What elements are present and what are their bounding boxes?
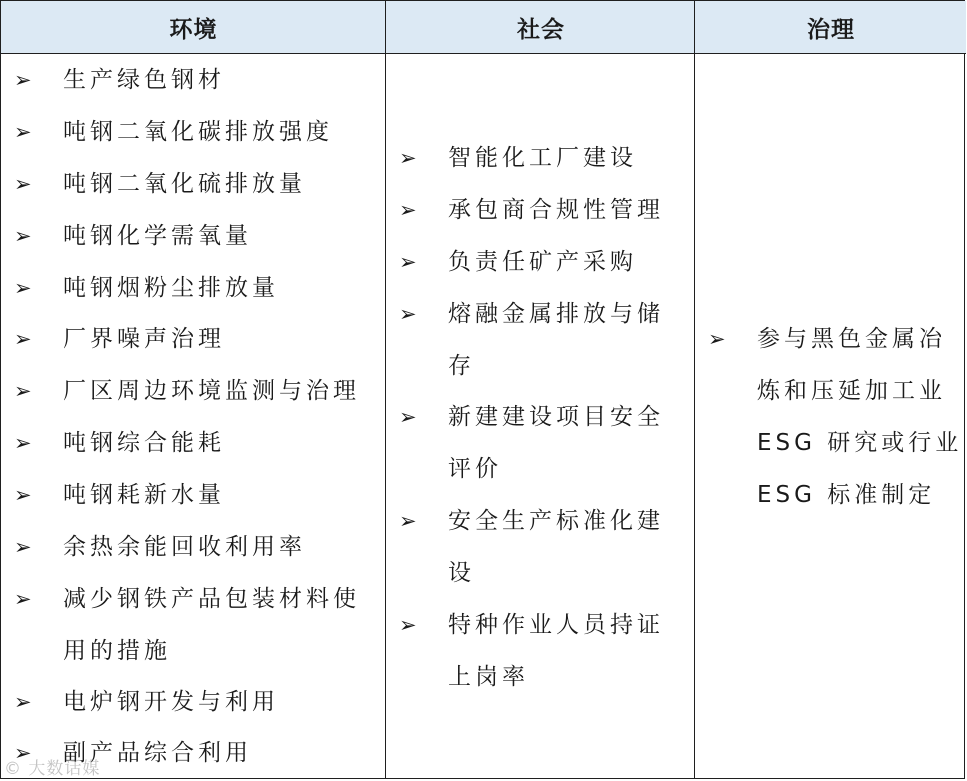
environment-item: 副产品综合利用 bbox=[63, 740, 252, 766]
social-item-continued: 存 bbox=[448, 353, 475, 379]
environment-item: 电炉钢开发与利用 bbox=[63, 689, 279, 715]
bullet-arrow-icon: ➢ bbox=[14, 587, 32, 611]
column-divider bbox=[694, 0, 695, 779]
bullet-arrow-icon: ➢ bbox=[14, 690, 32, 714]
bullet-arrow-icon: ➢ bbox=[399, 146, 417, 170]
bullet-arrow-icon: ➢ bbox=[14, 120, 32, 144]
environment-item: 厂界噪声治理 bbox=[63, 326, 225, 352]
bullet-arrow-icon: ➢ bbox=[399, 250, 417, 274]
social-item: 承包商合规性管理 bbox=[448, 197, 664, 223]
watermark: © 大数话媒 bbox=[4, 759, 101, 779]
environment-item: 吨钢化学需氧量 bbox=[63, 223, 252, 249]
governance-item-continued: ESG 研究或行业 bbox=[757, 430, 963, 456]
social-item: 特种作业人员持证 bbox=[448, 612, 664, 638]
bullet-arrow-icon: ➢ bbox=[399, 509, 417, 533]
social-item: 负责任矿产采购 bbox=[448, 249, 637, 275]
bullet-arrow-icon: ➢ bbox=[14, 431, 32, 455]
bullet-arrow-icon: ➢ bbox=[399, 198, 417, 222]
header-governance: 治理 bbox=[807, 16, 855, 43]
social-item: 智能化工厂建设 bbox=[448, 145, 637, 171]
environment-item: 吨钢烟粉尘排放量 bbox=[63, 275, 279, 301]
bullet-arrow-icon: ➢ bbox=[14, 276, 32, 300]
governance-item: 参与黑色金属冶 bbox=[757, 326, 946, 352]
bullet-arrow-icon: ➢ bbox=[14, 224, 32, 248]
environment-item: 吨钢综合能耗 bbox=[63, 430, 225, 456]
environment-item: 厂区周边环境监测与治理 bbox=[63, 378, 360, 404]
header-social: 社会 bbox=[517, 16, 565, 43]
header-environment: 环境 bbox=[169, 16, 218, 43]
environment-item: 减少钢铁产品包装材料使 bbox=[63, 586, 360, 612]
table-header-row bbox=[1, 1, 966, 54]
environment-item: 生产绿色钢材 bbox=[63, 67, 225, 93]
environment-item: 吨钢二氧化碳排放强度 bbox=[63, 119, 333, 145]
environment-item: 吨钢二氧化硫排放量 bbox=[63, 171, 306, 197]
column-divider bbox=[385, 0, 386, 779]
bullet-arrow-icon: ➢ bbox=[14, 68, 32, 92]
social-item: 熔融金属排放与储 bbox=[448, 301, 664, 327]
environment-item: 余热余能回收利用率 bbox=[63, 534, 306, 560]
bullet-arrow-icon: ➢ bbox=[14, 379, 32, 403]
bullet-arrow-icon: ➢ bbox=[399, 613, 417, 637]
governance-item-continued: ESG 标准制定 bbox=[757, 482, 936, 508]
social-item-continued: 设 bbox=[448, 560, 475, 586]
social-item-continued: 评价 bbox=[448, 456, 502, 482]
bullet-arrow-icon: ➢ bbox=[14, 483, 32, 507]
environment-item: 吨钢耗新水量 bbox=[63, 482, 225, 508]
environment-item-continued: 用的措施 bbox=[63, 638, 171, 664]
social-item: 新建建设项目安全 bbox=[448, 404, 664, 430]
bullet-arrow-icon: ➢ bbox=[399, 405, 417, 429]
bullet-arrow-icon: ➢ bbox=[14, 172, 32, 196]
bullet-arrow-icon: ➢ bbox=[14, 741, 32, 765]
governance-item-continued: 炼和压延加工业 bbox=[757, 378, 946, 404]
bullet-arrow-icon: ➢ bbox=[708, 327, 726, 351]
social-item-continued: 上岗率 bbox=[448, 664, 529, 690]
bullet-arrow-icon: ➢ bbox=[14, 327, 32, 351]
bullet-arrow-icon: ➢ bbox=[399, 302, 417, 326]
social-item: 安全生产标准化建 bbox=[448, 508, 664, 534]
bullet-arrow-icon: ➢ bbox=[14, 535, 32, 559]
